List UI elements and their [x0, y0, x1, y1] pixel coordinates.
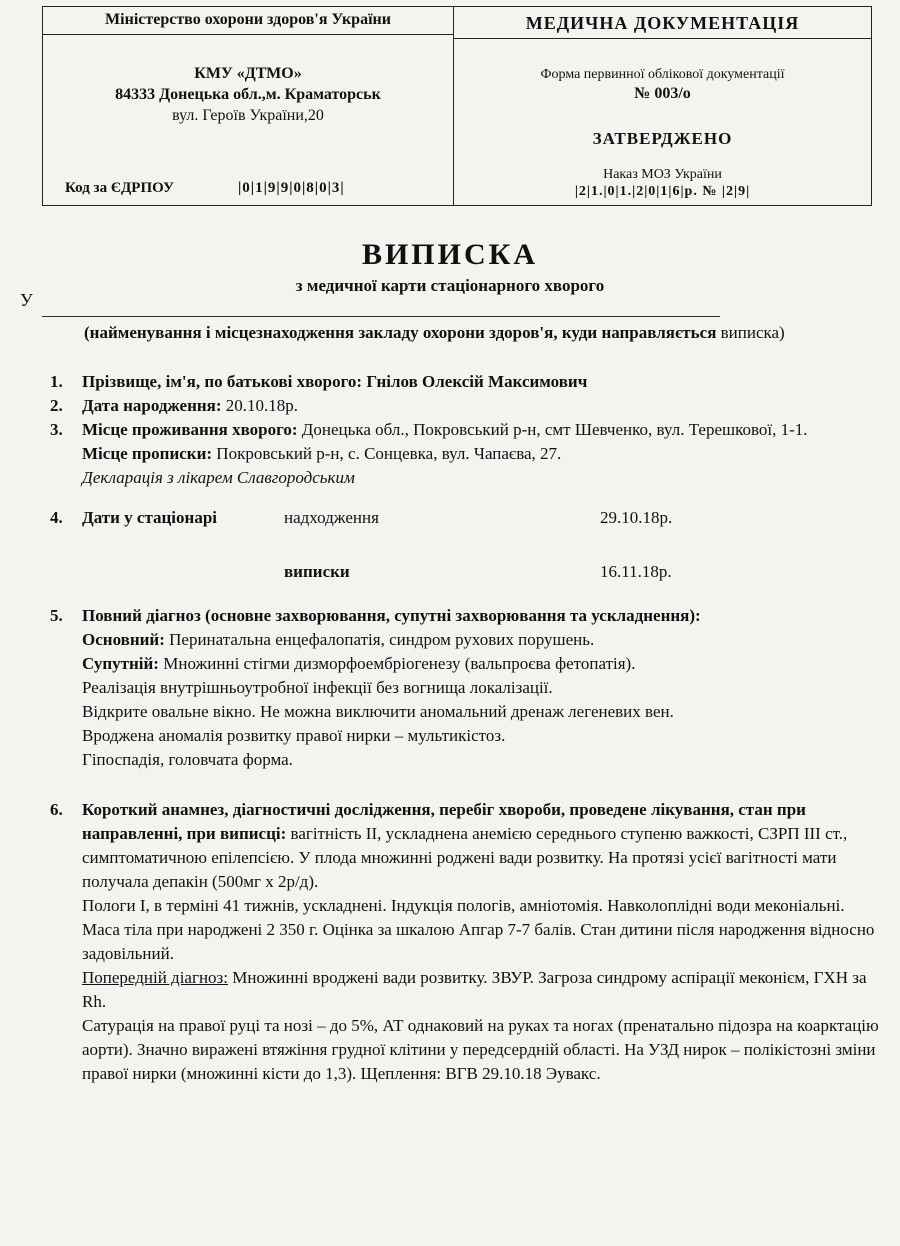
residence-label: Місце проживання хворого:: [82, 420, 298, 439]
recipient-caption-bold: (найменування і місцезнаходження закладу охорони здоров'я, куди направляється: [84, 323, 717, 342]
hospital-dates-row: [50, 506, 880, 530]
medical-doc-heading: МЕДИЧНА ДОКУМЕНТАЦІЯ: [525, 13, 800, 33]
edrpou-code: |0|1|9|9|0|8|0|3|: [237, 180, 345, 196]
item-number: 2.: [50, 396, 63, 415]
item-number: 6.: [50, 800, 63, 819]
divider: [454, 38, 871, 39]
concomitant-value: Множинні стігми дизморфоембріогенезу (вальпроєва фетопатія).: [158, 654, 636, 673]
order-label: Наказ МОЗ України: [603, 167, 722, 182]
recipient-prefix: У: [20, 290, 33, 310]
dob-value: 20.10.18р.: [221, 396, 299, 415]
institution-box: [42, 6, 454, 206]
admission-label: надходження: [284, 508, 379, 527]
concomitant-label: Супутній:: [82, 654, 159, 673]
dates-label: Дати у стаціонарі: [82, 508, 217, 527]
list-item: [50, 604, 880, 772]
address-line-2: вул. Героїв України,20: [172, 107, 324, 124]
item-number: 1.: [50, 372, 63, 391]
recipient-caption-rest: виписка): [720, 323, 785, 342]
dob-label: Дата народження:: [82, 396, 222, 415]
edrpou-label: Код за ЄДРПОУ: [65, 180, 174, 196]
order-date: |2|1.|0|1.|2|0|1|6|р. № |2|9|: [574, 184, 751, 199]
item-number: 3.: [50, 420, 63, 439]
main-diagnosis-label: Основний:: [82, 630, 165, 649]
form-number: № 003/о: [634, 85, 691, 102]
edrpou-row: [65, 180, 345, 197]
residence-value: Донецька обл., Покровський р-н, смт Шевченко, вул. Терешкової, 1-1.: [297, 420, 808, 439]
birth-paragraph: Пологи І, в терміні 41 тижнів, ускладнені. Індукція пологів, амніотомія. Навколоплідні води меконіальні. Маса тіла при народжені 2 350 г. Оцінка за шкалою Апгар 7-7 балів. Стан дитини після народження відносно задовільний.: [82, 896, 875, 963]
patient-details-list: [50, 370, 880, 1086]
discharge-date: 16.11.18р.: [600, 562, 672, 581]
divider: [43, 34, 453, 35]
registration-label: Місце прописки:: [82, 444, 213, 463]
discharge-row: [50, 560, 880, 584]
address-line-1: 84333 Донецька обл.,м. Краматорськ: [115, 86, 381, 103]
list-item: [50, 418, 880, 490]
recipient-caption: [20, 322, 880, 344]
form-box: [454, 6, 872, 206]
diagnosis-line: Реалізація внутрішньоутробної інфекції без вогнища локалізації.: [82, 678, 553, 697]
list-item: [50, 798, 880, 1086]
registration-value: Покровський р-н, с. Сонцевка, вул. Чапаєва, 27.: [212, 444, 562, 463]
recipient-line: [20, 290, 720, 320]
item-number: 5.: [50, 606, 63, 625]
recipient-underline: [42, 316, 720, 317]
admission-date: 29.10.18р.: [600, 508, 673, 527]
preliminary-diagnosis-value: Множинні вроджені вади розвитку. ЗВУР. Загроза синдрому аспірації меконієм, ГХН за Rh.: [82, 968, 867, 1011]
item-number: 4.: [50, 508, 63, 527]
list-item: [50, 394, 880, 418]
discharge-label: виписки: [284, 562, 350, 581]
list-item: [50, 370, 880, 394]
document-title: ВИПИСКА: [361, 238, 539, 271]
diagnosis-label: Повний діагноз (основне захворювання, супутні захворювання та ускладнення):: [82, 606, 701, 625]
anamnesis-label: Короткий анамнез, діагностичні дослідження, перебіг хвороби, проведене лікування, стан при направленні, при виписці:: [82, 800, 806, 843]
status-paragraph: Сатурація на правої руці та нозі – до 5%, АТ однаковий на руках та ногах (пренатально підозра на коарктацію аорти). Значно виражені втяжіння грудної клітини у передсердній області. На УЗД нирок – полікістозні зміни правої нирки (множинні кісти до 1,3). Щеплення: ВГВ 29.10.18 Эувакс.: [82, 1016, 879, 1083]
document-subtitle: з медичної карти стаціонарного хворого: [295, 276, 605, 295]
anamnesis-value: вагітність ІІ, ускладнена анемією середнього ступеню важкості, СЗРП ІІІ ст., симптоматичною епілепсією. У плода множинні роджені вади розвитку. На протязі усієї вагітності мати получала депакін (500мг х 2р/д).: [82, 824, 848, 891]
name-value: Гнілов Олексій Максимович: [362, 372, 588, 391]
preliminary-diagnosis-label: Попередній діагноз:: [82, 968, 228, 987]
diagnosis-line: Відкрите овальне вікно. Не можна виключити аномальний дренаж легеневих вен.: [82, 702, 674, 721]
ministry-name: Міністерство охорони здоров'я України: [105, 11, 391, 28]
diagnosis-line: Гіпоспадія, головчата форма.: [82, 750, 293, 769]
header-block: [42, 6, 872, 206]
org-name: КМУ «ДТМО»: [194, 65, 302, 82]
name-label: Прізвище, ім'я, по батькові хворого:: [82, 372, 363, 391]
main-diagnosis-value: Перинатальна енцефалопатія, синдром рухових порушень.: [164, 630, 595, 649]
declaration-note: Декларація з лікарем Славгородським: [82, 468, 355, 487]
diagnosis-line: Вроджена аномалія розвитку правої нирки – мультикістоз.: [82, 726, 506, 745]
approved-heading: ЗАТВЕРДЖЕНО: [592, 129, 733, 148]
form-label: Форма первинної облікової документації: [540, 67, 785, 82]
